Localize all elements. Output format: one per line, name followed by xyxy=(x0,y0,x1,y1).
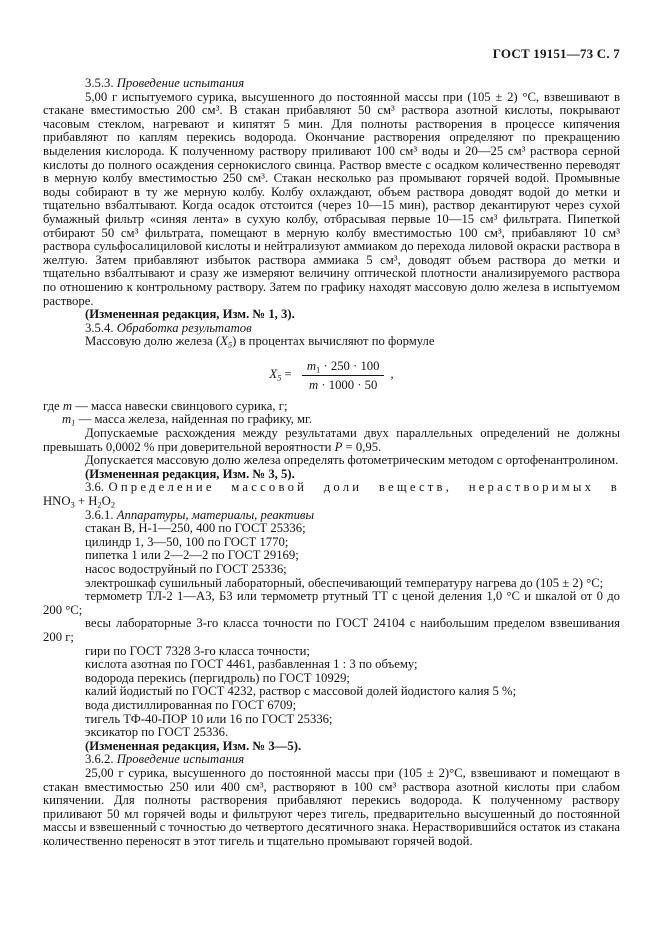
text-run: Р xyxy=(334,439,343,454)
text-run: 3.6.2. xyxy=(85,752,117,767)
subscript: 5 xyxy=(277,372,282,383)
text-run: (Измененная редакция, Изм. № 3—5). xyxy=(85,738,302,753)
subscript: 1 xyxy=(71,417,76,428)
text-run: 3.5.4. xyxy=(85,320,117,335)
page-header xyxy=(43,46,620,62)
section-heading-3-5-3 xyxy=(43,77,620,91)
text-run: $_1$ · 250 · 100 xyxy=(316,358,380,375)
text-run: Массовую долю железа ( xyxy=(85,334,221,349)
formula-iron-mass-fraction xyxy=(43,359,620,392)
text-run: кислота азотная по ГОСТ 4461, разбавленная 1 : 3 по объему; xyxy=(85,657,418,672)
text-run: калий йодистый по ГОСТ 4232, раствор с массовой долей йодистого калия 5 %; xyxy=(85,684,517,699)
text-run: = 0,95. xyxy=(342,439,382,454)
list-item xyxy=(43,645,620,659)
text-run: стакан В, Н-1—250, 400 по ГОСТ 25336; xyxy=(85,521,306,536)
text-run: $X_5$ xyxy=(269,367,282,383)
amendment-note xyxy=(43,468,620,482)
text-run: = xyxy=(281,367,295,382)
standard-reference: ГОСТ 19151—73 С. 7 xyxy=(492,46,620,61)
text-run: 25,00 г сурика, высушенного до постоянной массы при (105 ± 2)°С, взвешивают и помещают в стакан вместимостью 250 или 400 см³, растворяют в 100 см³ раствора азотной кислоты при слабом кипячении. Для полноты растворения прибавляют перекись водорода. К полученному раствору приливают 50 мл горячей воды и фильтруют через тигель, предварительно высушенный до постоянной массы и взвешенный с точностью до четвертого десятичного знака. Нерастворившийся остаток из стакана количественно переносят в этот тигель и тщательно промывают горячей водой. xyxy=(43,765,620,848)
paragraph-photometric xyxy=(43,454,620,468)
list-item xyxy=(43,685,620,699)
document-body xyxy=(43,77,620,848)
list-item xyxy=(43,563,620,577)
fraction-denominator xyxy=(302,376,385,392)
section-heading-3-6 xyxy=(43,481,620,508)
text-run: гири по ГОСТ 7328 3-го класса точности; xyxy=(85,643,310,658)
section-heading-3-5-4 xyxy=(43,322,620,336)
text-run: $m_1$ xyxy=(62,412,76,428)
text-run: где xyxy=(43,398,63,413)
text-run: m xyxy=(308,377,319,392)
text-run: термометр ТЛ-2 1—А3, Б3 или термометр ртутный ТТ с ценой деления 1,0 °С и шкалой от 0 до 200 °С; xyxy=(43,589,620,617)
subscript: 3 xyxy=(70,499,75,510)
fraction-numerator xyxy=(302,359,385,376)
list-item xyxy=(43,549,620,563)
amendment-note xyxy=(43,740,620,754)
list-item xyxy=(43,713,620,727)
list-item xyxy=(43,590,620,617)
section-heading-3-6-1 xyxy=(43,509,620,523)
text-run: Проведение испытания xyxy=(116,76,245,90)
text-run: ) в процентах вычисляют по формуле xyxy=(232,334,435,349)
list-item xyxy=(43,726,620,740)
text-run: тигель ТФ-40-ПОР 10 или 16 по ГОСТ 25336; xyxy=(85,711,333,726)
text-run: Аппаратуры, материалы, реактивы xyxy=(116,507,315,522)
list-item xyxy=(43,658,620,672)
text-run: вода дистиллированная по ГОСТ 6709; xyxy=(85,697,297,712)
paragraph-test-procedure xyxy=(43,91,620,309)
text-run: — масса железа, найденная по графику, мг. xyxy=(75,412,312,427)
text-run: m xyxy=(62,398,73,413)
text-run: Допускается массовую долю железа определять фотометрическим методом с ортофенантролином. xyxy=(85,453,619,468)
subscript: 2 xyxy=(110,499,116,510)
formula-lhs xyxy=(269,367,295,381)
text-run: водорода перекись (пергидроль) по ГОСТ 10929; xyxy=(85,670,350,685)
text-run: , xyxy=(390,367,394,382)
text-run: (Измененная редакция, Изм. № 3, 5). xyxy=(85,466,295,481)
definition-m1 xyxy=(62,413,620,427)
section-heading-3-6-2 xyxy=(43,753,620,767)
text-run: m xyxy=(306,358,317,373)
paragraph-test-procedure-2 xyxy=(43,767,620,849)
list-item xyxy=(43,522,620,536)
subscript: 2 xyxy=(97,499,102,510)
subscript: 5 xyxy=(227,339,233,350)
text-run: весы лабораторные 3-го класса точности по ГОСТ 24104 с наибольшим пределом взвешивания 200 г; xyxy=(43,616,620,644)
text-run: · 1000 · 50 xyxy=(318,377,378,392)
text-run: Определение массовой доли веществ, нерастворимых в xyxy=(108,480,620,495)
text-run: Допускаемые расхождения между результатами двух параллельных определений не должны превышать 0,0002 % при доверительной вероятности xyxy=(43,426,620,454)
formula-tail xyxy=(390,367,393,381)
text-run: электрошкаф сушильный лабораторный, обеспечивающий температуру нагрева до (105 ± 2) °С; xyxy=(85,575,604,590)
text-run: $X_5$ xyxy=(220,334,233,350)
list-item xyxy=(43,577,620,591)
text-run: 5,00 г испытуемого сурика, высушенного до постоянной массы при (105 ± 2) °С, взвешивают в стакане вместимостью 200 см³. В стакан прибавляют 50 см³ раствора азотной кислоты, покрывают часовым стеклом, нагревают и кипятят 5 мин. Для полноты растворения в процессе кипячения прибавляют по каплям перекись водорода. Окончание растворения определяют по прекращению выделения кислорода. К полученному раствору приливают 100 см³ воды и 20—25 см³ раствора серной кислоты до полного осаждения сернокислого свинца. Раствор вместе с осадком количественно переводят в мерную колбу вместимостью 250 см³. Стакан несколько раз промывают горячей водой. Промывные воды собирают в ту же мерную колбу. Колбу охлаждают, объем раствора доводят водой до метки и тщательно взбалтывают. Когда осадок отстоится (через 10—15 мин), раствор декантируют через сухой бумажный фильтр «синяя лента» в сухую колбу, отбрасывая первые 10—15 см³ фильтрата. Пипеткой отбирают 50 см³ фильтрата, помещают в мерную колбу вместимостью 100 см³, прибавляют 10 см³ раствора сульфосалициловой кислоты и нейтрализуют аммиаком до перехода лиловой окраски раствора в желтую. Затем прибавляют избыток раствора аммиака 5 см³, доводят объем раствора до метки и тщательно взбалтывают и сразу же измеряют величину оптической плотности анализируемого раствора по отношению к контрольному раствору. Затем по графику находят массовую долю железа в испытуемом растворе. xyxy=(43,89,620,308)
text-run: цилиндр 1, 3—50, 100 по ГОСТ 1770; xyxy=(85,534,289,549)
text-run: — масса навески свинцового сурика, г; xyxy=(72,398,288,413)
text-run: Проведение испытания xyxy=(116,752,245,767)
list-item xyxy=(43,699,620,713)
fraction xyxy=(302,359,385,392)
subscript: 1 xyxy=(316,364,321,375)
text-run: 3.5.3. xyxy=(85,76,117,90)
text-run: пипетка 1 или 2—2—2 по ГОСТ 29169; xyxy=(85,548,299,563)
paragraph-tolerance xyxy=(43,427,620,454)
paragraph-formula-intro xyxy=(43,335,620,349)
list-item xyxy=(43,672,620,686)
text-run: эксикатор по ГОСТ 25336. xyxy=(85,725,229,740)
list-item xyxy=(43,617,620,644)
text-run: Обработка результатов xyxy=(116,320,252,335)
amendment-note xyxy=(43,308,620,322)
text-run: 3.6. xyxy=(85,480,109,495)
text-run: насос водоструйный по ГОСТ 25336; xyxy=(85,562,287,576)
text-run: $HNO_3 + H_2O_2$ xyxy=(43,494,116,510)
text-run: (Измененная редакция, Изм. № 1, 3). xyxy=(85,307,295,322)
text-run: 3.6.1. xyxy=(85,507,117,522)
definition-m xyxy=(43,400,620,414)
list-item xyxy=(43,536,620,550)
